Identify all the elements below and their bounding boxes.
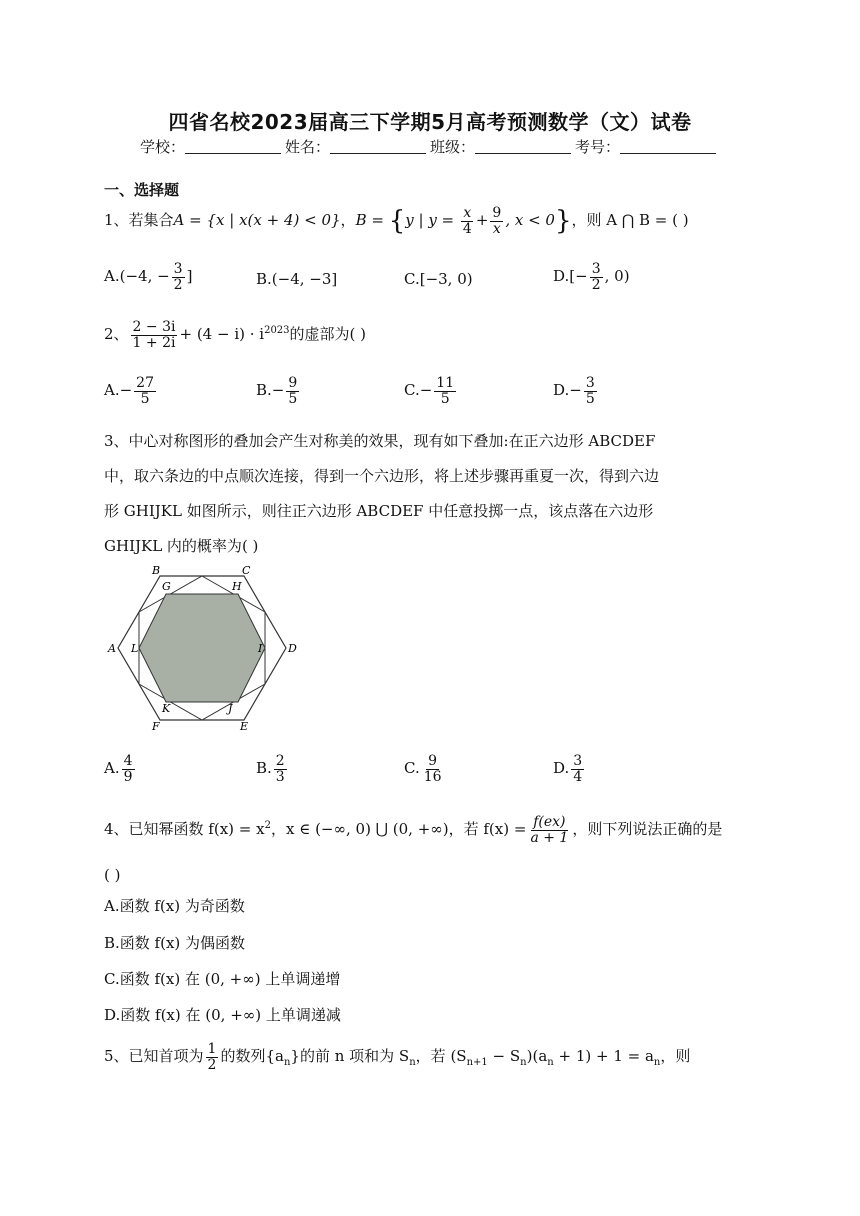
q3-option-d[interactable]: D. $\frac{3}{4}$ [553, 753, 583, 785]
q4-option-d[interactable]: D.函数 f(x) 在 (0, +∞) 上单调递减 [104, 1006, 341, 1024]
question-3: 3、中心对称图形的叠加会产生对称美的效果，现有如下叠加:在正六边形 ABCDEF 中，取六条边的中点顺次连接，得到一个六边形，将上述步骤再重夏一次，得到六边 形 GHIJKL 如图所示，则往正六边形 ABCDEF 中任意投掷一点，该点落在六边形 GHIJKL 内的概率为( ) [104, 432, 660, 555]
q2-option-b[interactable]: B.− $\frac{9}{5}$ [256, 375, 298, 407]
label-e: E [240, 720, 249, 733]
hexagon-figure [104, 562, 300, 734]
name-label: 姓名： [284, 138, 330, 156]
question-5: 5、已知首项为 $\frac{1}{2}$ 的数列$\{a_n\}$的前 n 项和为 $S_n$，若 $(S_{n+1} - S_n)(a_n + 1) + 1 = a_n$，则 [104, 1041, 691, 1073]
label-h: H [232, 580, 242, 593]
label-c: C [242, 564, 251, 577]
question-2: 2、 $\frac{2 - 3i}{1 + 2i}$ + $(4 - i) \cdot i^{2023}$的虚部为( ) [104, 319, 367, 351]
q2-option-a[interactable]: A.− $\frac{27}{5}$ [104, 375, 154, 407]
label-l: L [131, 642, 139, 655]
exam-title: 四省名校2023届高三下学期5月高考预测数学（文）试卷 [168, 110, 692, 134]
number-blank[interactable] [620, 139, 716, 154]
label-k: K [162, 702, 171, 715]
label-d: D [288, 642, 297, 655]
q3-option-a[interactable]: A. $\frac{4}{9}$ [104, 753, 133, 785]
q3-option-c[interactable]: C. $\frac{9}{16}$ [404, 753, 442, 785]
label-g: G [162, 580, 171, 593]
school-blank[interactable] [185, 139, 281, 154]
q1-option-c[interactable]: C.[−3, 0) [404, 270, 473, 288]
q2-option-c[interactable]: C.− $\frac{11}{5}$ [404, 375, 455, 407]
q1-option-b[interactable]: B.(−4, −3] [256, 270, 338, 288]
name-blank[interactable] [330, 139, 426, 154]
exam-meta [0, 136, 860, 157]
q4-option-b[interactable]: B.函数 f(x) 为偶函数 [104, 934, 246, 952]
class-label: 班级： [430, 138, 476, 156]
school-label: 学校： [139, 138, 185, 156]
q4-paren: ( ) [104, 866, 121, 884]
number-label: 考号： [575, 138, 621, 156]
label-f: F [152, 720, 160, 733]
question-4: 4、已知幂函数 $f(x) = x^2$，x ∈ (−∞, 0) ⋃ (0, +∞)，若 f(x) = $\frac{f(ex)}{a + 1}$ ，则下列说法正确的是 [104, 814, 723, 846]
question-1: 1、若集合A = {x | x(x + 4) < 0}，B = {y | y = $\frac{x}{4}$ + $\frac{9}{x}$ , x < 0}，则 A ⋂ B = ( ) [104, 205, 689, 237]
q1-option-a[interactable]: A.(−4, − $\frac{3}{2}$ ] [104, 261, 193, 293]
q3-option-b[interactable]: B. $\frac{2}{3}$ [256, 753, 285, 785]
class-blank[interactable] [475, 139, 571, 154]
q4-option-c[interactable]: C.函数 f(x) 在 (0, +∞) 上单调递增 [104, 970, 341, 988]
label-a: A [108, 642, 116, 655]
q2-option-d[interactable]: D.− $\frac{3}{5}$ [553, 375, 595, 407]
label-i: I [258, 642, 263, 655]
hexagon-ghijkl [139, 594, 265, 702]
q4-option-a[interactable]: A.函数 f(x) 为奇函数 [104, 897, 245, 915]
q1-option-d[interactable]: D.[− $\frac{3}{2}$ , 0) [553, 261, 630, 293]
label-b: B [152, 564, 161, 577]
section-heading: 一、选择题 [104, 181, 180, 199]
label-j: J [228, 702, 233, 715]
